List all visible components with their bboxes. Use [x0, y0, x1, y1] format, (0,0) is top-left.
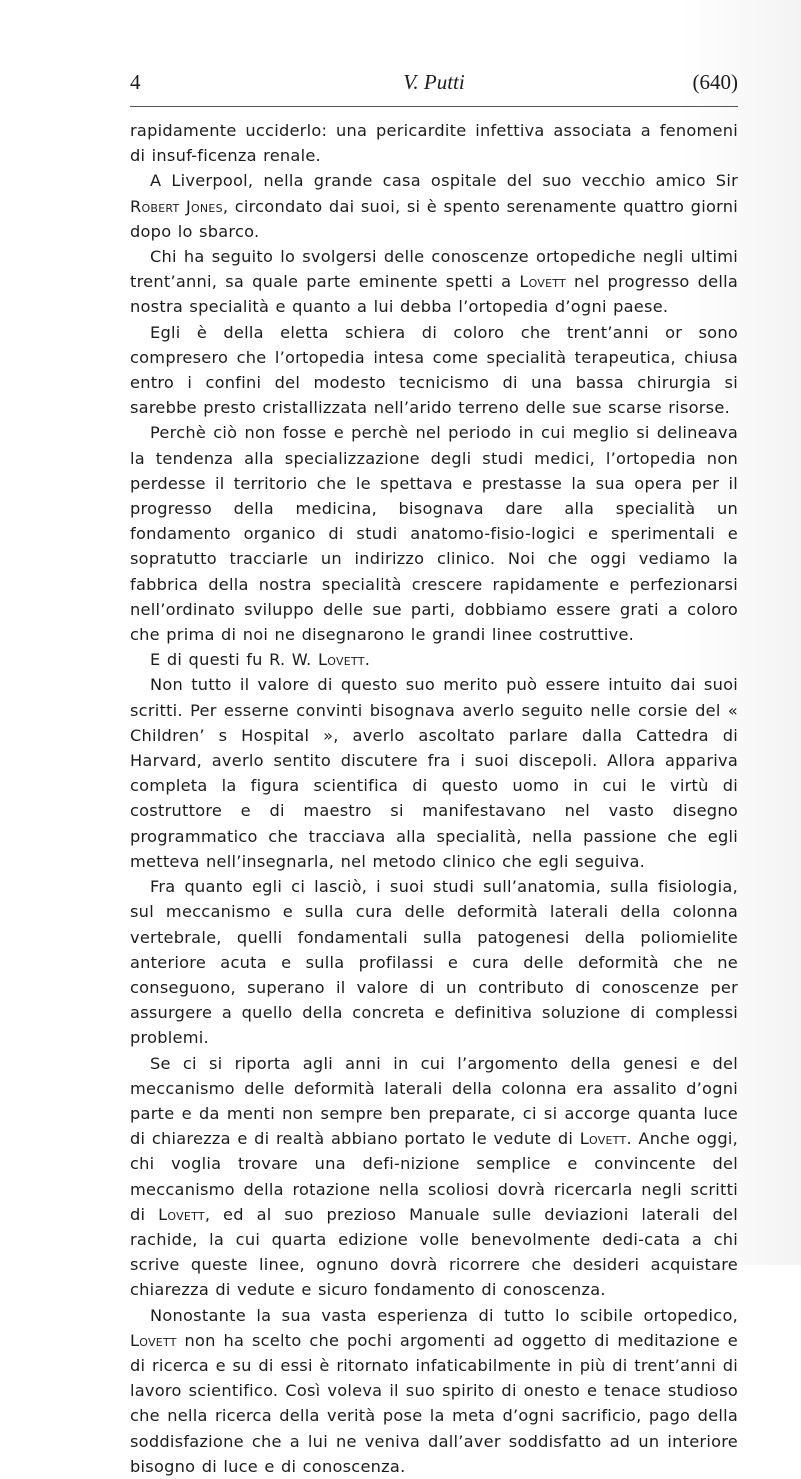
page-number: 4 — [130, 70, 141, 94]
page-header — [130, 66, 738, 107]
article-body — [130, 118, 738, 1479]
paragraph: Chi ha seguito lo svolgersi delle conoscenze ortopediche negli ultimi trent’anni, sa quale parte eminente spetti a Lovett nel progresso della nostra specialità e quanto a lui debba l’ortopedia d’ogni paese. — [130, 247, 738, 317]
person-name: Lovett — [130, 1330, 177, 1350]
paragraph: rapidamente ucciderlo: una pericardite infettiva associata a fenomeni di insuf-ficenza renale. — [130, 121, 738, 166]
paragraph: Se ci si riporta agli anni in cui l’argomento della genesi e del meccanismo delle deformità laterali della colonna era assalito d’ogni parte e da menti non sempre ben preparate, ci si accorge quanta luce di chiarezza e di realtà abbiano portato le vedute di Lovett. Anche oggi, chi voglia trovare una defi-nizione semplice e convincente del meccanismo della rotazione nella scoliosi dovrà ricercarla negli scritti di Lovett, ed al suo prezioso Manuale sulle deviazioni laterali del rachide, la cui quarta edizione volle benevolmente dedi-cata a chi scrive queste linee, ognuno dovrà ricorrere che desideri acquistare chiarezza di vedute e sicuro fondamento di conoscenza. — [130, 1053, 739, 1300]
paragraph: A Liverpool, nella grande casa ospitale del suo vecchio amico Sir Robert Jones, circondato dai suoi, si è spento serenamente quattro giorni dopo lo sbarco. — [130, 171, 738, 241]
paragraph: Perchè ciò non fosse e perchè nel periodo in cui meglio si delineava la tendenza alla specializzazione degli studi medici, l’ortopedia non perdesse il territorio che le spettava e prestasse la sua opera per il progresso della medicina, bisognava dare alla specialità un fondamento organico di studi anatomo-fisio-logici e sperimentali e sopratutto tracciarle un indirizzo clinico. Noi che oggi vediamo la fabbrica della nostra specialità crescere rapidamente e perfezionarsi nell’ordinato sviluppo delle sue parti, dobbiamo essere grati a coloro che prima di noi ne disegnarono le grandi linee costruttive. — [130, 423, 738, 645]
person-name: Robert Jones — [130, 196, 223, 216]
paragraph: Nonostante la sua vasta esperienza di tutto lo scibile ortopedico, Lovett non ha scelto che pochi argomenti ad oggetto di meditazione e di ricerca e su di essi è ritornato infaticabilmente in più di trent’anni di lavoro scientifico. Così voleva il suo spirito di onesto e tenace studioso che nella ricerca della verità pose la meta d’ogni sacrificio, pago della soddisfazione che a lui ne veniva dall’aver soddisfatto ad un interiore bisogno di luce e di conoscenza. — [130, 1305, 738, 1476]
person-name: Lovett — [317, 650, 365, 670]
person-name: Lovett — [579, 1129, 627, 1149]
paragraph: E di questi fu R. W. Lovett. — [150, 650, 371, 670]
person-name: Lovett — [519, 272, 567, 292]
volume-number: (640) — [692, 70, 738, 94]
paragraph: Egli è della eletta schiera di coloro che trent’anni or sono compresero che l’ortopedia intesa come specialità terapeutica, chiusa entro i confini del modesto tecnicismo di una bassa chirurgia si sarebbe presto cristallizzata nell’arido terreno delle sue scarse risorse. — [130, 322, 738, 418]
running-title: V. Putti — [403, 70, 465, 94]
person-name: Lovett — [158, 1204, 205, 1224]
paragraph: Fra quanto egli ci lasciò, i suoi studi sull’anatomia, sulla fisiologia, sul meccanismo e sulla cura delle deformità laterali della colonna vertebrale, quelli fondamentali sulla patogenesi della poliomielite anteriore acuta e sulla profilassi e cura delle deformità che ne conseguono, superano il valore di un contributo di conoscenze per assurgere a quello della concreta e definitiva soluzione di complessi problemi. — [130, 877, 738, 1048]
paragraph: Non tutto il valore di questo suo merito può essere intuito dai suoi scritti. Per esserne convinti bisognava averlo seguito nelle corsie del « Children’ s Hospital », averlo ascoltato parlare dalla Cattedra di Harvard, averlo sentito discutere fra i suoi discepoli. Allora appariva completa la figura scientifica di questo uomo in cui le virtù di costruttore e di maestro si manifestavano nel vasto disegno programmatico che tracciava alla specialità, nella passione che egli metteva nell’insegnarla, nel metodo clinico che egli seguiva. — [130, 675, 738, 871]
